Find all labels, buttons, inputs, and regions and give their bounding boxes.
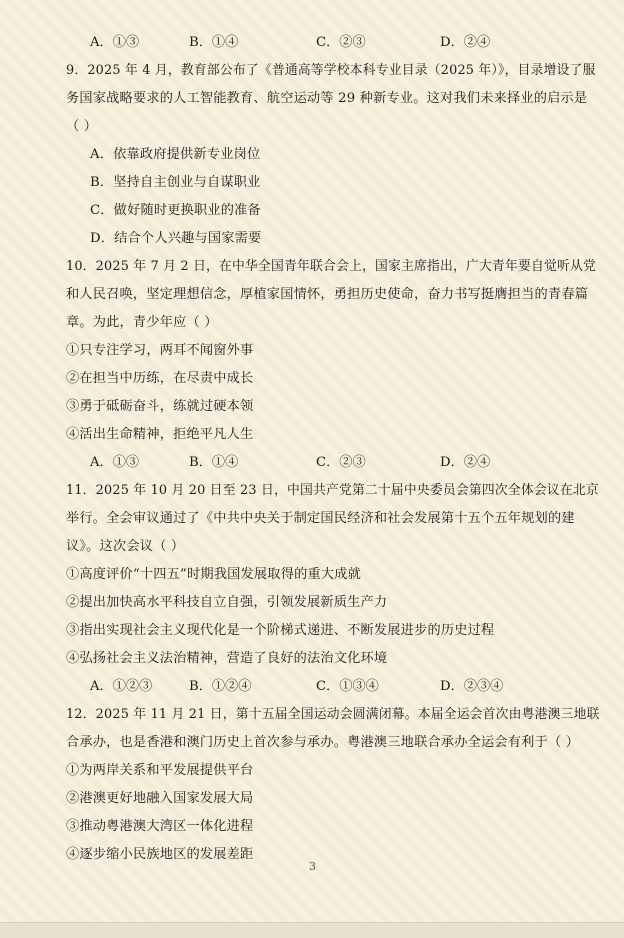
q10-item-2: ②在担当中历练，在尽责中成长 <box>66 371 254 386</box>
q9-stem-line-3: （ ） <box>66 119 98 134</box>
q10-stem-line-1: 10．2025 年 7 月 2 日，在中华全国青年联合会上，国家主席指出，广大青年要自觉听从党 <box>66 259 596 274</box>
q11-stem-line-3: 议》。这次会议（ ） <box>66 539 185 554</box>
q11-item-3: ③指出实现社会主义现代化是一个阶梯式递进、不断发展进步的历史过程 <box>66 623 495 638</box>
q10-option-a: A．①③ <box>90 455 140 470</box>
q8-option-d: D．②④ <box>440 35 491 50</box>
q10-option-b: B．①④ <box>189 455 239 470</box>
q12-item-2: ②港澳更好地融入国家发展大局 <box>66 791 254 806</box>
q9-option-c: C．做好随时更换职业的准备 <box>90 203 261 218</box>
q11-option-c: C．①③④ <box>316 679 379 694</box>
q12-stem-line-2: 合承办，也是香港和澳门历史上首次参与承办。粤港澳三地联合承办全运会有利于（ ） <box>66 735 580 750</box>
q12-stem-line-1: 12．2025 年 11 月 21 日，第十五届全国运动会圆满闭幕。本届全运会首次由粤港澳三地联 <box>66 707 600 722</box>
q8-option-a: A．①③ <box>90 35 140 50</box>
q10-item-1: ①只专注学习，两耳不闻窗外事 <box>66 343 254 358</box>
q10-option-c: C．②③ <box>316 455 366 470</box>
q9-stem-line-1: 9．2025 年 4 月，教育部公布了《普通高等学校本科专业目录（2025 年）》，目录增设了服 <box>66 63 596 78</box>
q12-item-4: ④逐步缩小民族地区的发展差距 <box>66 847 254 862</box>
q11-item-2: ②提出加快高水平科技自立自强，引领发展新质生产力 <box>66 595 388 610</box>
q11-option-b: B．①②④ <box>189 679 252 694</box>
q9-option-d: D．结合个人兴趣与国家需要 <box>90 231 262 246</box>
q11-item-4: ④弘扬社会主义法治精神，营造了良好的法治文化环境 <box>66 651 388 666</box>
q11-stem-line-1: 11．2025 年 10 月 20 日至 23 日，中国共产党第二十届中央委员会第四次全体会议在北京 <box>66 483 599 498</box>
q10-stem-line-2: 和人民召唤，坚定理想信念，厚植家国情怀，勇担历史使命，奋力书写挺膺担当的青春篇 <box>66 287 589 302</box>
q11-stem-line-2: 举行。全会审议通过了《中共中央关于制定国民经济和社会发展第十五个五年规划的建 <box>66 511 575 526</box>
q11-option-d: D．②③④ <box>440 679 504 694</box>
q11-item-1: ①高度评价“十四五”时期我国发展取得的重大成就 <box>66 567 362 582</box>
q12-item-1: ①为两岸关系和平发展提供平台 <box>66 763 254 778</box>
q8-option-c: C．②③ <box>316 35 366 50</box>
viewer-bottom-edge <box>0 922 624 938</box>
q9-stem-line-2: 务国家战略要求的人工智能教育、航空运动等 29 种新专业。这对我们未来择业的启示是 <box>66 91 588 106</box>
q10-item-3: ③勇于砥砺奋斗，练就过硬本领 <box>66 399 254 414</box>
q10-stem-line-3: 章。为此，青少年应（ ） <box>66 315 218 330</box>
q9-option-b: B．坚持自主创业与自谋职业 <box>90 175 261 190</box>
q10-option-d: D．②④ <box>440 455 491 470</box>
page-number: 3 <box>309 860 316 873</box>
q11-option-a: A．①②③ <box>90 679 153 694</box>
q9-option-a: A．依靠政府提供新专业岗位 <box>90 147 261 162</box>
q12-item-3: ③推动粤港澳大湾区一体化进程 <box>66 819 254 834</box>
q10-item-4: ④活出生命精神，拒绝平凡人生 <box>66 427 254 442</box>
q8-option-b: B．①④ <box>189 35 239 50</box>
